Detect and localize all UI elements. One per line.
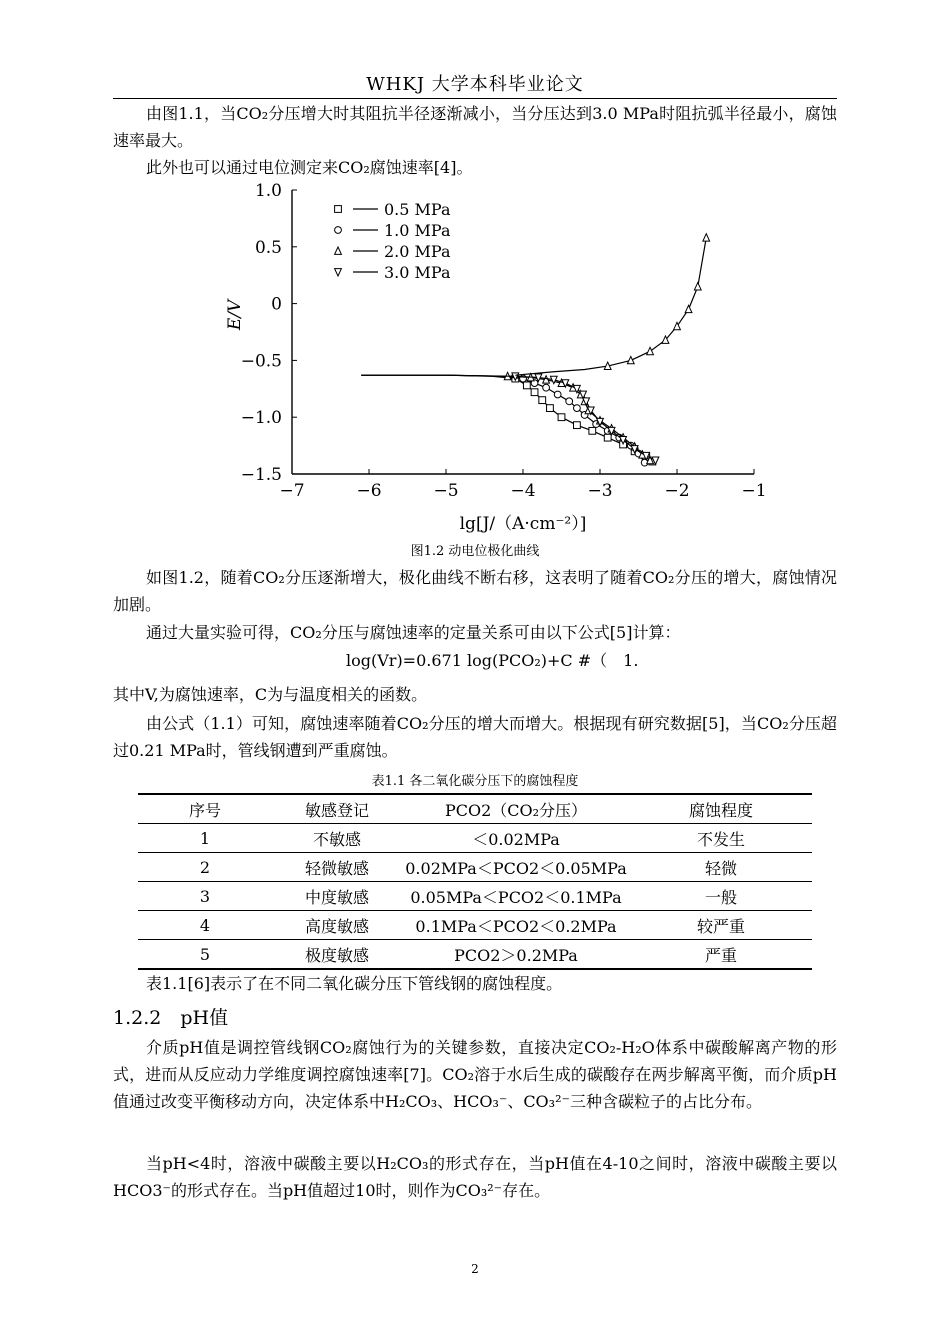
table-cell: 不敏感 <box>312 829 361 849</box>
table-cell: 0.05MPa＜PCO2＜0.1MPa <box>410 887 622 907</box>
y-tick-label: 0.5 <box>254 237 282 258</box>
x-tick-label: −1 <box>741 481 767 501</box>
x-tick-label: −2 <box>664 481 690 501</box>
table-cell: 较严重 <box>696 916 745 936</box>
legend-marker <box>335 247 342 254</box>
polarization-chart <box>210 178 770 538</box>
data-point <box>543 384 550 391</box>
table-cell: 高度敏感 <box>304 916 369 936</box>
data-point <box>574 405 581 412</box>
header-rule <box>113 98 837 99</box>
paragraph-9: 当pH<4时，溶液中碳酸主要以H₂CO₃的形式存在，当pH值在4-10之间时，溶液中碳酸主要以HCO3⁻的形式存在。当pH值超过10时，则作为CO₃²⁻存在。 <box>113 1154 837 1200</box>
series-line <box>361 375 652 461</box>
legend-label: 0.5 MPa <box>384 200 451 219</box>
table-cell: ＜0.02MPa <box>472 829 560 849</box>
table-cell: 不发生 <box>696 829 745 849</box>
paragraph-3: 如图1.2，随着CO₂分压逐渐增大，极化曲线不断右移，这表明了随着CO₂分压的增大，腐蚀情况加剧。 <box>113 568 837 614</box>
table-header-row <box>138 794 812 824</box>
x-axis-label: lg[J/（A·cm⁻²）] <box>459 514 587 534</box>
series-line <box>361 375 655 460</box>
table-header-cell: PCO2（CO₂分压） <box>444 800 588 820</box>
y-tick-label: 1.0 <box>254 181 282 201</box>
chart-axes <box>225 181 767 534</box>
table-cell: PCO2＞0.2MPa <box>454 945 578 965</box>
y-axis-label: E/V <box>225 299 245 331</box>
table-row <box>138 940 812 970</box>
data-point <box>539 397 546 404</box>
equation: log(Vr)=0.671 log(PCO₂)+C #（ 1. <box>346 651 639 670</box>
table-row <box>138 824 812 853</box>
legend-label: 1.0 MPa <box>384 221 451 240</box>
x-tick-label: −5 <box>433 481 459 501</box>
x-tick-label: −7 <box>279 481 305 501</box>
paragraph-5: 其中V,为腐蚀速率，C为与温度相关的函数。 <box>113 685 428 704</box>
x-tick-label: −6 <box>356 481 382 501</box>
data-point <box>627 356 634 363</box>
table-cell: 3 <box>199 886 211 906</box>
table-caption: 表1.1 各二氧化碳分压下的腐蚀程度 <box>371 774 579 789</box>
table-cell: 中度敏感 <box>304 887 369 907</box>
data-point <box>531 389 538 396</box>
figure-caption: 图1.2 动电位极化曲线 <box>410 544 540 559</box>
table-cell: 一般 <box>704 887 737 907</box>
running-header: WHKJ 大学本科毕业论文 <box>366 74 584 95</box>
table-cell: 0.1MPa＜PCO2＜0.2MPa <box>415 916 617 936</box>
paragraph-7: 表1.1[6]表示了在不同二氧化碳分压下管线钢的腐蚀程度。 <box>146 974 563 993</box>
chart-legend <box>335 200 451 282</box>
y-tick-label: 0 <box>271 294 282 315</box>
data-point <box>574 422 581 429</box>
data-point <box>558 414 565 421</box>
data-point <box>604 434 611 441</box>
legend-marker <box>335 227 342 234</box>
table-cell: 2 <box>199 857 211 877</box>
y-tick-label: −0.5 <box>240 351 282 372</box>
data-point <box>547 405 554 412</box>
data-point <box>703 234 710 241</box>
x-tick-label: −4 <box>510 481 536 501</box>
data-point <box>694 283 701 290</box>
paragraph-2: 此外也可以通过电位测定来CO₂腐蚀速率[4]。 <box>146 158 473 177</box>
paragraph-1: 由图1.1，当CO₂分压增大时其阻抗半径逐渐减小，当分压达到3.0 MPa时阻抗弧半径最小，腐蚀速率最大。 <box>113 104 837 150</box>
legend-label: 2.0 MPa <box>384 242 451 261</box>
table-cell: 0.02MPa＜PCO2＜0.05MPa <box>405 858 627 878</box>
table-cell: 极度敏感 <box>304 945 369 965</box>
legend-marker <box>335 206 342 213</box>
table-cell: 5 <box>199 944 211 964</box>
table-cell: 1 <box>199 828 211 848</box>
table-header-cell: 序号 <box>188 800 221 820</box>
table-row <box>138 911 812 940</box>
series-line <box>361 375 650 460</box>
table-row <box>138 882 812 911</box>
legend-label: 3.0 MPa <box>384 263 451 282</box>
data-point <box>554 391 561 398</box>
table-cell: 轻微敏感 <box>304 858 369 878</box>
x-tick-label: −3 <box>587 481 613 501</box>
data-point <box>589 427 596 434</box>
data-point <box>685 305 692 312</box>
y-tick-label: −1.5 <box>240 465 282 485</box>
corrosion-table <box>138 793 812 970</box>
table-cell: 4 <box>199 915 211 935</box>
paragraph-8: 介质pH值是调控管线钢CO₂腐蚀行为的关键参数，直接决定CO₂-H₂O体系中碳酸解离产物的形式，进而从反应动力学维度调控腐蚀速率[7]。CO₂溶于水后生成的碳酸存在两步解离平衡，而介质pH值通过改变平衡移动方向，决定体系中H₂CO₃、HCO₃⁻、CO₃²⁻三种含碳粒子的占比分布。 <box>113 1038 837 1111</box>
series-line <box>515 238 706 375</box>
paragraph-4: 通过大量实验可得，CO₂分压与腐蚀速率的定量关系可由以下公式[5]计算： <box>146 623 681 642</box>
data-point <box>647 347 654 354</box>
data-point <box>566 398 573 405</box>
section-heading: 1.2.2 pH值 <box>113 1007 229 1029</box>
legend-marker <box>335 269 342 276</box>
table-header-cell: 腐蚀程度 <box>688 800 753 820</box>
data-point <box>523 382 530 389</box>
table-cell: 轻微 <box>704 858 737 878</box>
paragraph-6: 由公式（1.1）可知，腐蚀速率随着CO₂分压的增大而增大。根据现有研究数据[5]，当CO₂分压超过0.21 MPa时，管线钢遭到严重腐蚀。 <box>113 714 837 760</box>
y-tick-label: −1.0 <box>240 408 282 429</box>
table-cell: 严重 <box>704 945 737 965</box>
table-row <box>138 853 812 882</box>
page-number: 2 <box>471 1262 479 1276</box>
table-header-cell: 敏感登记 <box>304 800 369 820</box>
